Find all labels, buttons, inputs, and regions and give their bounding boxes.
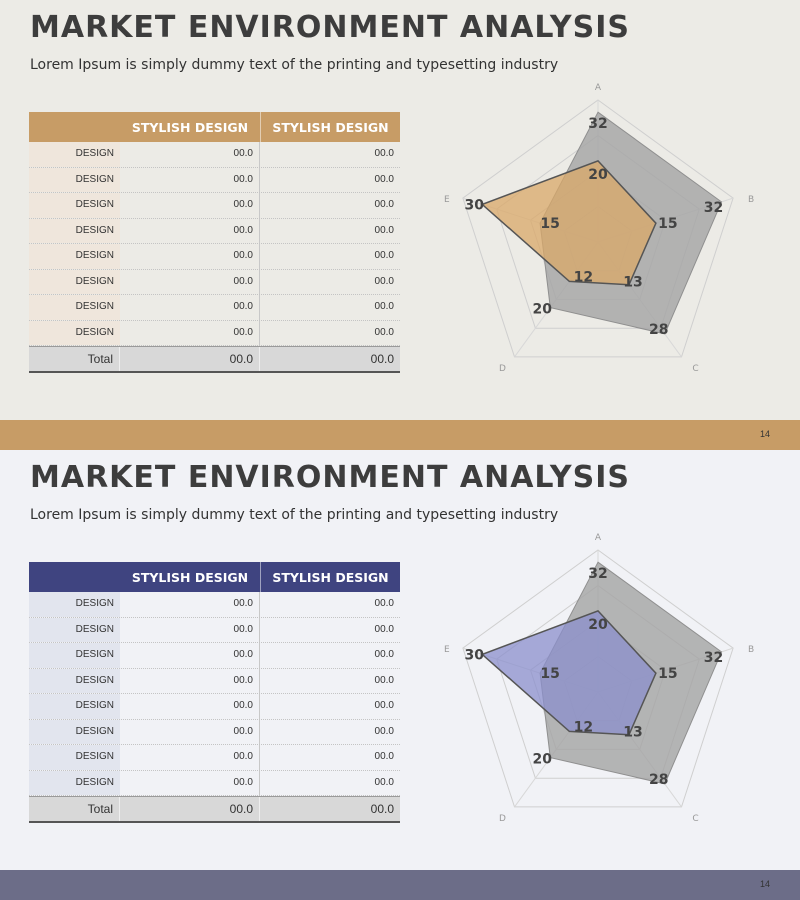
radar-chart: [440, 83, 760, 390]
table-row: [29, 219, 400, 245]
cell-value: 00.0: [374, 598, 394, 609]
table-row: [29, 720, 400, 746]
table-row: [29, 270, 400, 296]
row-label: DESIGN: [29, 618, 120, 643]
total-label: Total: [29, 797, 120, 821]
cell-value: 00.0: [374, 623, 394, 635]
header-corner-cell: [29, 112, 120, 142]
row-label: DESIGN: [29, 219, 120, 244]
radar-value-label: 12: [573, 719, 594, 736]
row-label: DESIGN: [29, 771, 120, 796]
radar-value-label: 28: [649, 771, 669, 788]
cell-value: 00.0: [120, 270, 260, 295]
row-label: DESIGN: [29, 168, 120, 193]
cell-value: 00.0: [374, 275, 394, 287]
cell-value: 00.0: [120, 618, 260, 643]
cell-value: 00.0: [120, 244, 260, 269]
cell-value: 00.0: [120, 745, 260, 770]
row-label: DESIGN: [29, 142, 120, 167]
cell-value: 00.0: [120, 720, 260, 745]
radar-axis-label: C: [692, 813, 699, 824]
cell-value: 00.0: [374, 148, 394, 159]
footer-band: [0, 870, 800, 900]
total-value: 00.0: [370, 352, 394, 366]
radar-axis-label: A: [594, 533, 602, 543]
radar-value-label: 15: [658, 666, 678, 683]
data-table: [29, 562, 400, 823]
table-row: [29, 168, 400, 194]
slide-2: [0, 450, 800, 900]
header-corner-cell: [29, 562, 120, 592]
column-header: STYLISH DESIGN: [260, 112, 400, 142]
radar-value-label: 28: [649, 321, 669, 338]
cell-value: 00.0: [120, 669, 260, 694]
total-value: 00.0: [120, 347, 260, 371]
radar-axis-label: D: [499, 363, 506, 374]
slide-title: MARKET ENVIRONMENT ANALYSIS: [30, 460, 630, 495]
cell-value: 00.0: [374, 700, 394, 711]
radar-axis-label: A: [594, 83, 602, 93]
row-label: DESIGN: [29, 694, 120, 719]
table-row: [29, 592, 400, 618]
row-label: DESIGN: [29, 321, 120, 346]
table-header: [29, 112, 400, 142]
radar-value-label: 20: [532, 751, 553, 768]
radar-value-label: 20: [588, 166, 608, 183]
table-row: [29, 669, 400, 695]
row-label: DESIGN: [29, 295, 120, 320]
radar-value-label: 12: [573, 269, 594, 286]
radar-value-label: 32: [703, 649, 724, 666]
radar-value-label: 32: [703, 199, 724, 216]
radar-value-label: 15: [658, 216, 678, 233]
total-row: [29, 796, 400, 823]
cell-value: 00.0: [374, 250, 394, 261]
cell-value: 00.0: [120, 694, 260, 719]
cell-value: 00.0: [120, 193, 260, 218]
slide-subtitle: Lorem Ipsum is simply dummy text of the printing and typesetting industry: [30, 507, 559, 523]
radar-value-label: 20: [588, 616, 608, 633]
cell-value: 00.0: [120, 321, 260, 346]
radar-value-label: 15: [540, 666, 560, 683]
radar-value-label: 30: [464, 647, 484, 664]
cell-value: 00.0: [120, 168, 260, 193]
radar-value-label: 15: [540, 216, 560, 233]
cell-value: 00.0: [374, 326, 394, 338]
row-label: DESIGN: [29, 244, 120, 269]
row-label: DESIGN: [29, 720, 120, 745]
row-label: DESIGN: [29, 669, 120, 694]
table-row: [29, 618, 400, 644]
table-row: [29, 771, 400, 797]
radar-axis-label: E: [444, 645, 450, 656]
cell-value: 00.0: [120, 771, 260, 796]
table-row: [29, 142, 400, 168]
table-row: [29, 745, 400, 771]
radar-value-label: 13: [623, 724, 643, 741]
cell-value: 00.0: [374, 224, 394, 236]
row-label: DESIGN: [29, 270, 120, 295]
cell-value: 00.0: [120, 592, 260, 617]
total-value: 00.0: [370, 802, 394, 816]
slide-subtitle: Lorem Ipsum is simply dummy text of the printing and typesetting industry: [30, 57, 559, 73]
cell-value: 00.0: [374, 199, 394, 210]
total-value: 00.0: [120, 797, 260, 821]
cell-value: 00.0: [374, 674, 394, 686]
row-label: DESIGN: [29, 745, 120, 770]
radar-value-label: 20: [532, 301, 553, 318]
cell-value: 00.0: [374, 173, 394, 185]
page-number: 14: [759, 879, 770, 889]
table-row: [29, 321, 400, 347]
radar-value-label: 32: [588, 116, 608, 133]
table-body: [29, 142, 400, 346]
table-row: [29, 295, 400, 321]
cell-value: 00.0: [120, 219, 260, 244]
radar-value-label: 30: [464, 197, 484, 214]
table-row: [29, 244, 400, 270]
radar-axis-label: B: [748, 195, 755, 206]
table-row: [29, 643, 400, 669]
footer-band: [0, 420, 800, 450]
slide-title: MARKET ENVIRONMENT ANALYSIS: [30, 10, 630, 45]
total-label: Total: [29, 347, 120, 371]
column-header: STYLISH DESIGN: [120, 562, 260, 592]
page-number: 14: [759, 429, 770, 439]
cell-value: 00.0: [120, 643, 260, 668]
cell-value: 00.0: [374, 649, 394, 660]
column-header: STYLISH DESIGN: [260, 562, 400, 592]
column-header: STYLISH DESIGN: [120, 112, 260, 142]
data-table: [29, 112, 400, 373]
table-header: [29, 562, 400, 592]
table-body: [29, 592, 400, 796]
cell-value: 00.0: [374, 301, 394, 312]
cell-value: 00.0: [374, 776, 394, 788]
table-row: [29, 193, 400, 219]
row-label: DESIGN: [29, 193, 120, 218]
table-row: [29, 694, 400, 720]
radar-axis-label: D: [499, 813, 506, 824]
cell-value: 00.0: [374, 725, 394, 737]
row-label: DESIGN: [29, 643, 120, 668]
cell-value: 00.0: [120, 142, 260, 167]
cell-value: 00.0: [374, 751, 394, 762]
radar-chart: [440, 533, 760, 840]
row-label: DESIGN: [29, 592, 120, 617]
total-row: [29, 346, 400, 373]
radar-axis-label: B: [748, 645, 755, 656]
radar-axis-label: C: [692, 363, 699, 374]
radar-axis-label: E: [444, 195, 450, 206]
radar-value-label: 13: [623, 274, 643, 291]
cell-value: 00.0: [120, 295, 260, 320]
radar-value-label: 32: [588, 566, 608, 583]
